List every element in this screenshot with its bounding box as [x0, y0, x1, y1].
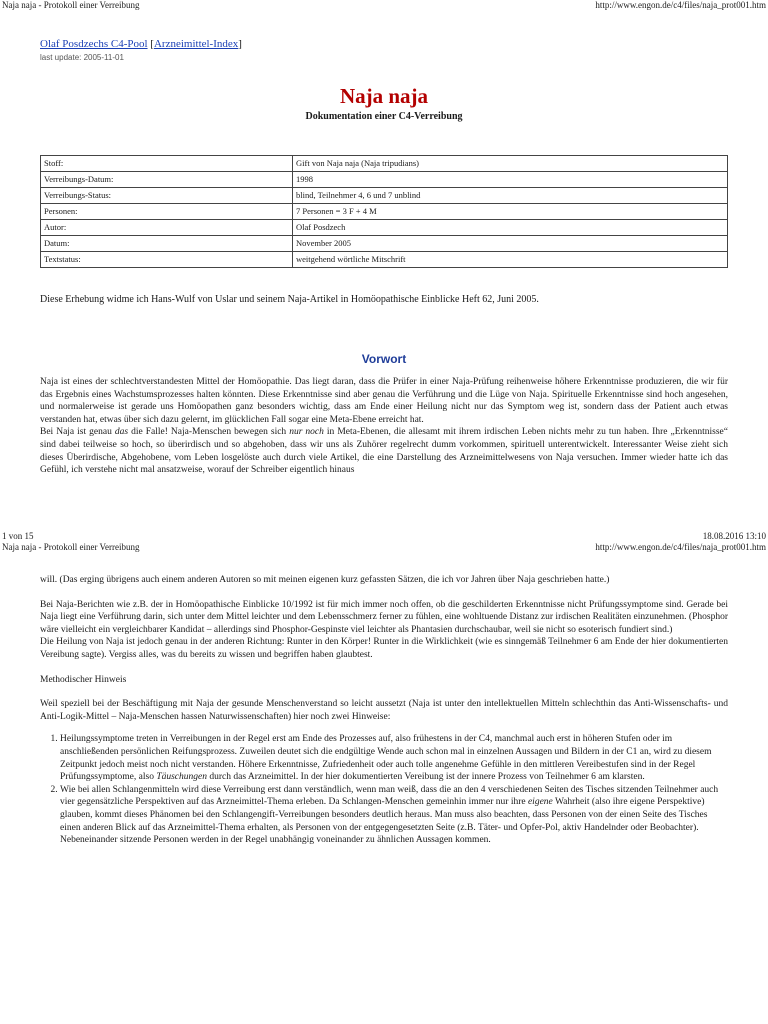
print-header: [2, 542, 766, 554]
page-title: Naja naja: [339, 84, 429, 108]
emphasis: nur noch: [289, 427, 324, 438]
c4-pool-link[interactable]: Olaf Posdzechs C4-Pool: [40, 38, 148, 50]
paragraph: will. (Das erging übrigens auch einem anderen Autoren so mit meinen eigenen kurz gefassten Sätzen, die ich vor Jahren über Naja geschrieben hatte.): [40, 575, 610, 585]
bracket-open: [: [150, 38, 154, 50]
table-value: weitgehend wörtliche Mitschrift: [293, 252, 728, 268]
text-run: Heilungssymptome treten in Verreibungen in der Regel erst am Ende des Prozesses auf, also frühestens in der C4, manchmal auch erst in höheren Stufen oder im anschließenden persönlichen Reifungsprozess. Zuweilen deutet sich die endgültige Wende auch schon mal in einzelnen Aussagen und Bildern in der C1 an, wird zu diesem Zeitpunkt jedoch meist noch nicht verstanden. Höhere Erkenntnisse, Zufriedenheit oder auch tolle angenehme Gefühle in den mittleren Vereibestufen sind in der Regel Prüfungssymptome, also: [60, 734, 712, 783]
table-value: Gift von Naja naja (Naja tripudians): [293, 156, 728, 172]
list-item: [60, 733, 728, 783]
emphasis: das: [114, 427, 129, 438]
table-key: Personen:: [41, 204, 293, 220]
table-row: [41, 156, 728, 172]
vorwort-text: [40, 376, 728, 477]
info-table: [40, 155, 728, 268]
table-key: Stoff:: [41, 156, 293, 172]
table-row: [41, 252, 728, 268]
table-key: Verreibungs-Datum:: [41, 172, 293, 188]
table-row: [41, 220, 728, 236]
table-key: Autor:: [41, 220, 293, 236]
footer-datetime: 18.08.2016 13:10: [702, 531, 766, 541]
dedication: Diese Erhebung widme ich Hans-Wulf von Uslar und seinem Naja-Artikel in Homöopathische Einblicke Heft 62, Juni 2005.: [40, 294, 539, 305]
table-row: [41, 172, 728, 188]
header-doc-title: Naja naja - Protokoll einer Verreibung: [2, 542, 140, 552]
list-item: [60, 784, 728, 847]
section-heading-vorwort: Vorwort: [361, 352, 407, 366]
header-doc-title: Naja naja - Protokoll einer Verreibung: [2, 0, 140, 10]
breadcrumb: [40, 38, 242, 50]
table-value: 7 Personen = 3 F + 4 M: [293, 204, 728, 220]
text-run: Wie bei allen Schlangenmitteln wird diese Verreibung erst dann verständlich, wenn man weiß, dass die an den 4 verschiedenen Seiten des Tisches sitzenden Teilnehmer auch vier gegensätzliche Perspektiven auf das Arzneimittel-Thema erleben. Da Schlangen-Menschen gemeinhin immer nur ihre: [60, 784, 719, 808]
page-subtitle: Dokumentation einer C4-Verreibung: [305, 111, 463, 122]
table-key: Verreibungs-Status:: [41, 188, 293, 204]
emphasis: eigene: [527, 797, 553, 808]
paragraph: Bei Naja-Berichten wie z.B. der in Homöopathische Einblicke 10/1992 ist für mich immer noch offen, ob die geschilderten Erkenntnisse nicht Prüfungssymptome sind. Gerade bei Naja liegt eine Verführung darin, sich unter dem Mittel leichter und dem Lebensschmerz ferner zu fühlen, eine wohltuende Distanz zur irdischen Realitäten einzunehmen. (Phosphor wäre vielleicht ein vergleichbarer Kandidat – allerdings sind Phosphor-Gespinste viel leichter als Phantasien durchschaubar, weil sie nicht so esoterisch fundiert sind.): [40, 599, 728, 635]
last-update: last update: 2005-11-01: [40, 53, 124, 62]
paragraph: Weil speziell bei der Beschäftigung mit Naja der gesunde Menschenverstand so leicht aussetzt (Naja ist unter den intellektuellen Mitteln schlechthin das Anti-Wissenschafts- und Anti-Logik-Mittel – Naja-Menschen hassen Naturwissenschaften) hier noch zwei Hinweise:: [40, 699, 728, 722]
table-key: Textstatus:: [41, 252, 293, 268]
table-row: [41, 188, 728, 204]
table-value: blind, Teilnehmer 4, 6 und 7 unblind: [293, 188, 728, 204]
table-value: November 2005: [293, 236, 728, 252]
table-value: Olaf Posdzech: [293, 220, 728, 236]
table-value: 1998: [293, 172, 728, 188]
page2-text: [40, 574, 728, 847]
table-row: [41, 204, 728, 220]
header-url: http://www.engon.de/c4/files/naja_prot001.htm: [595, 542, 766, 552]
text-run: in Meta-Ebenen, die allesamt mit ihrem irdischen Leben nichts mehr zu tun haben. Ihre „Erkenntnisse“ sind dabei teilweise so hoch, so überirdisch und so abgehoben, dass wir uns als Zuhörer regelrecht dumm vorkommen, spirituell unterentwickelt. Interessanter Weise zieht sich dieses Überirdische, Abgehobene, vom Leben losgelöste auch durch viele Artikel, die eine Darstellung des Arzneimittelwesens von Naja versuchen. Immer wieder hatte ich das Gefühl, ich verstehe nicht mal ansatzweise, worauf der Schreiber eigentlich hinaus: [40, 427, 728, 476]
text-run: Bei Naja ist genau: [40, 427, 115, 438]
text-run: durch das Arzneimittel. In der hier dokumentierten Vereibung ist der innere Prozess von Teilnehmer 6 am klarsten.: [207, 772, 645, 783]
subheading-methodischer-hinweis: Methodischer Hinweis: [40, 674, 127, 685]
emphasis: Täuschungen: [156, 772, 207, 783]
paragraph: [40, 426, 728, 476]
pdf-page-2: [0, 542, 768, 1024]
paragraph: Naja ist eines der schlechtverstandesten Mittel der Homöopathie. Das liegt daran, dass die Prüfer in einer Naja-Prüfung reihenweise höhere Erkenntnisse produzieren, die wir für das Ergebnis eines Wachstumsprozesses halten könnten. Diese Erkenntnisse sind aber genau die Verführung und die Lüge von Naja. Spirituelle Erkenntnisse sind hoch angesehen, und normalerweise ist gerade uns Homöopathen ganz besonders wichtig, dass am Ende einer Heilung nicht nur das Symptom weg ist, sondern dass der Patient auch etwas verstanden hat, etwas über sich dazu gelernt, im glücklichen Fall sogar eine Meta-Ebene erreicht hat.: [40, 377, 728, 425]
table-row: [41, 236, 728, 252]
arzneimittel-index-link[interactable]: Arzneimittel-Index: [153, 38, 239, 50]
print-header: [2, 0, 766, 12]
text-run: Wahrheit (also ihre eigene Perspektive) glauben, kommt dieses Phänomen bei den Schlangengift-Verreibungen besonders deutlich heraus. Man muss also beachten, dass Personen von der einen Seite des Tisches einen anderen Blick auf das Arzneimittel-Thema erhalten, als Personen von der entgegengesetzten Seite (z.B. Täter- und Opfer-Pol, aktiv Handelnder oder Beobachter). Nebeneinander sitzende Personen werden in der Regel unabhängig voneinander zu ähnlichen Aussagen kommen.: [60, 797, 708, 846]
paragraph: Die Heilung von Naja ist jedoch genau in der anderen Richtung: Runter in den Körper! Runter in die Wirklichkeit (wie es sinngemäß Teilnehmer 6 am Ende der hier dokumentierten Vereibung sagte). Vergiss alles, was du bereits zu wissen und begriffen haben glaubtest.: [40, 637, 728, 660]
hint-list: [40, 733, 728, 846]
header-url: http://www.engon.de/c4/files/naja_prot001.htm: [595, 0, 766, 10]
bracket-close: ]: [238, 38, 242, 50]
footer-page-number: 1 von 15: [2, 531, 34, 541]
table-key: Datum:: [41, 236, 293, 252]
text-run: die Falle! Naja-Menschen bewegen sich: [128, 427, 290, 438]
